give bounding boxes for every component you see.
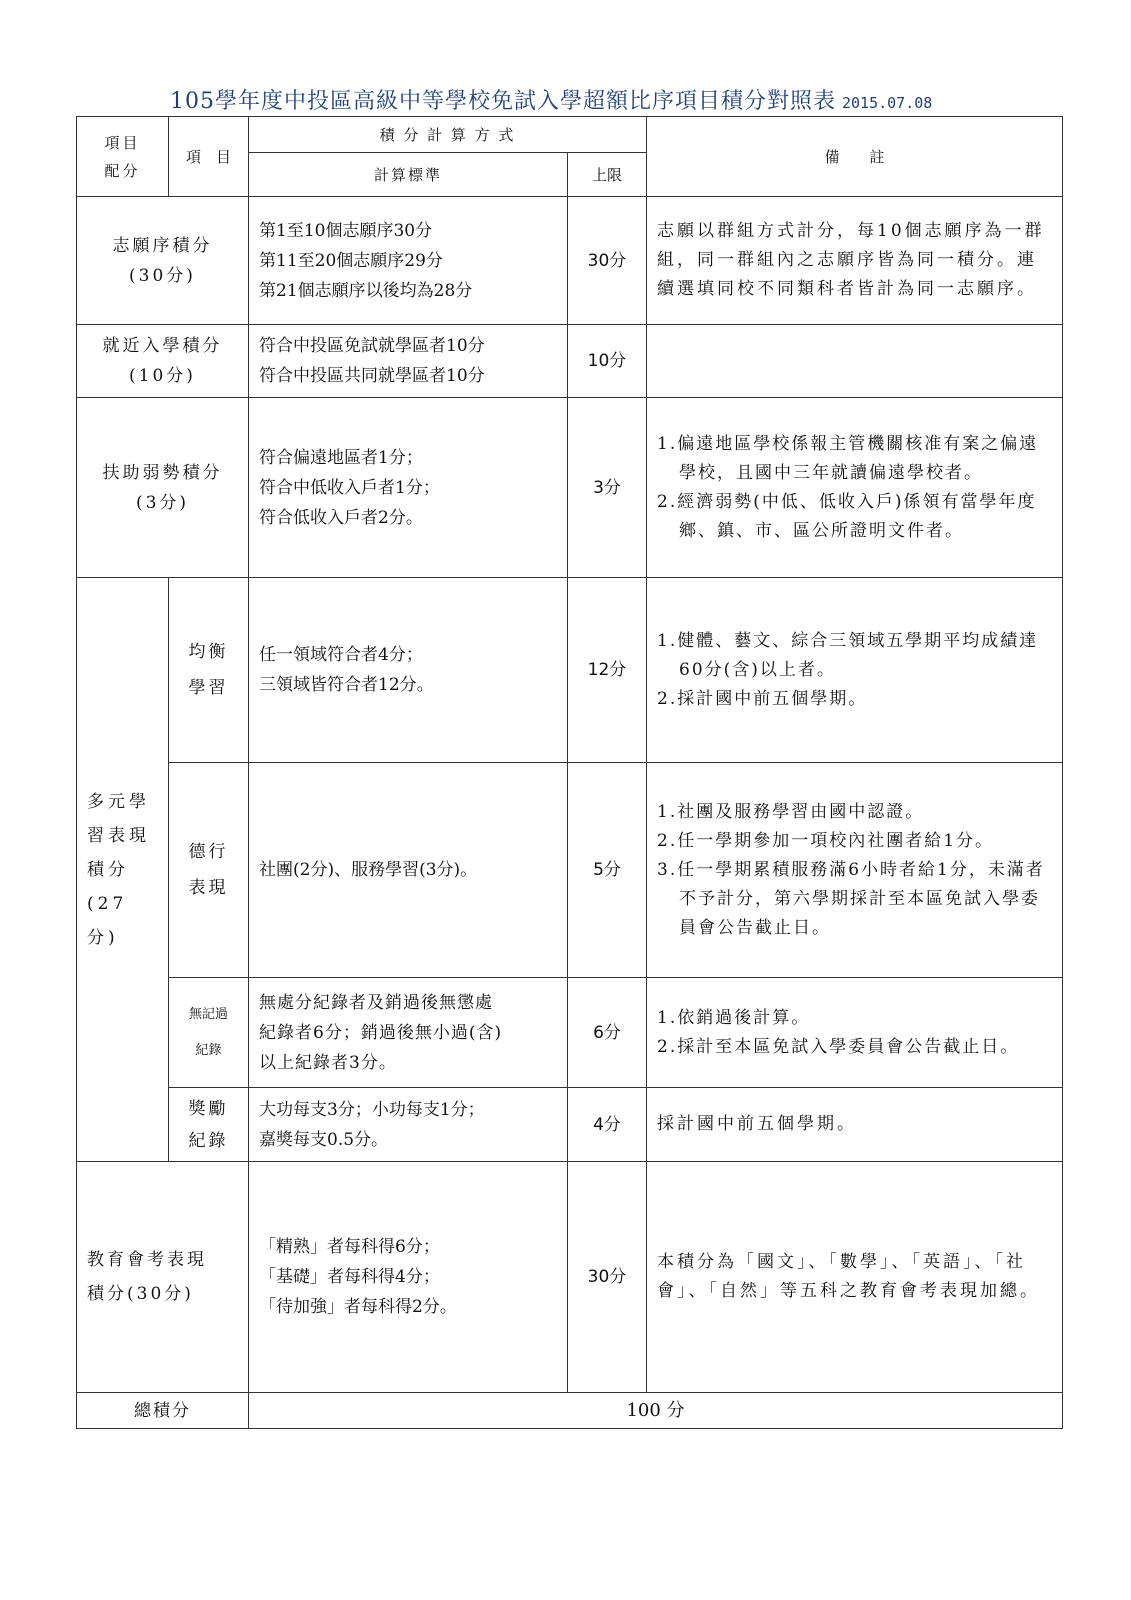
award-standard — [249, 1088, 568, 1162]
award-item-line1: 獎勵 — [188, 1098, 229, 1119]
exam-std-3: 「待加強」者每科得2分。 — [259, 1297, 457, 1317]
conduct-notes — [647, 763, 1063, 978]
record-std-1: 無處分紀錄者及銷過後無懲處 — [259, 992, 493, 1013]
assist-label — [77, 398, 249, 578]
header-limit: 上限 — [568, 153, 647, 197]
assist-note-2: 2.經濟弱勢(中低、低收入戶)係領有當學年度鄉、鎮、市、區公所證明文件者。 — [657, 491, 1037, 541]
exam-label — [77, 1162, 249, 1393]
conduct-std-1: 社團(2分)、服務學習(3分)。 — [259, 860, 478, 880]
exam-note: 本積分為「國文」、「數學」、「英語」、「社會」、「自然」等五科之教育會考表現加總。 — [647, 1162, 1063, 1393]
multi-label-line1: 多元學 — [87, 791, 150, 812]
nearby-label-line1: 就近入學積分 — [102, 336, 223, 356]
conduct-note-1: 1.社團及服務學習由國中認證。 — [657, 801, 925, 822]
award-note: 採計國中前五個學期。 — [647, 1088, 1063, 1162]
assist-std-2: 符合中低收入戶者1分； — [259, 477, 440, 498]
header-item: 項 目 — [169, 117, 249, 197]
balance-std-2: 三領域皆符合者12分。 — [259, 675, 434, 695]
balance-limit: 12分 — [568, 578, 647, 763]
wish-label — [77, 197, 249, 325]
assist-note-1: 1.偏遠地區學校係報主管機關核准有案之偏遠學校，且國中三年就讀偏遠學校者。 — [657, 433, 1039, 483]
assist-std-3: 符合低收入戶者2分。 — [259, 507, 423, 528]
exam-label-line2: 積分(30分) — [87, 1284, 194, 1304]
multi-label-line2: 習表現 — [87, 825, 150, 846]
record-limit: 6分 — [568, 978, 647, 1088]
record-note-2: 2.採計至本區免試入學委員會公告截止日。 — [657, 1036, 1020, 1057]
nearby-std-1: 符合中投區免試就學區者10分 — [259, 336, 485, 356]
multi-label-line4: (27分) — [87, 893, 128, 948]
nearby-label-line2: (10分) — [129, 366, 196, 386]
balance-std-1: 任一領域符合者4分； — [259, 645, 423, 665]
award-std-2: 嘉獎每支0.5分。 — [259, 1129, 389, 1150]
wish-std-2: 第11至20個志願序29分 — [259, 250, 443, 271]
conduct-limit: 5分 — [568, 763, 647, 978]
record-notes — [647, 978, 1063, 1088]
document-title — [170, 84, 1070, 114]
nearby-standard — [249, 325, 568, 398]
title-text: 105學年度中投區高級中等學校免試入學超額比序項目積分對照表 — [170, 89, 836, 114]
award-item — [169, 1088, 249, 1162]
assist-notes — [647, 398, 1063, 578]
nearby-std-2: 符合中投區共同就學區者10分 — [259, 366, 485, 386]
record-item-line2: 紀錄 — [195, 1042, 222, 1058]
balance-item — [169, 578, 249, 763]
assist-std-1: 符合偏遠地區者1分； — [259, 447, 423, 468]
wish-label-line1: 志願序積分 — [112, 235, 213, 256]
record-item — [169, 978, 249, 1088]
nearby-limit: 10分 — [568, 325, 647, 398]
assist-standard — [249, 398, 568, 578]
award-std-1: 大功每支3分；小功每支1分； — [259, 1099, 485, 1120]
wish-label-line2: (30分) — [129, 265, 196, 286]
exam-std-1: 「精熟」者每科得6分； — [259, 1237, 440, 1257]
nearby-note — [647, 325, 1063, 398]
award-limit: 4分 — [568, 1088, 647, 1162]
title-date: 2015.07.08 — [842, 94, 933, 112]
exam-std-2: 「基礎」者每科得4分； — [259, 1267, 440, 1287]
balance-notes — [647, 578, 1063, 763]
exam-label-line1: 教育會考表現 — [87, 1250, 207, 1270]
conduct-item — [169, 763, 249, 978]
wish-note: 志願以群組方式計分，每10個志願序為一群組，同一群組內之志願序皆為同一積分。連續選填同校不同類科者皆計為同一志願序。 — [647, 197, 1063, 325]
balance-note-1: 1.健體、藝文、綜合三領域五學期平均成績達60分(含)以上者。 — [657, 630, 1039, 680]
conduct-item-line1: 德行 — [188, 842, 229, 862]
exam-limit: 30分 — [568, 1162, 647, 1393]
header-calc-method: 積 分 計 算 方 式 — [249, 117, 647, 153]
record-standard — [249, 978, 568, 1088]
header-remarks: 備 註 — [647, 117, 1063, 197]
record-std-2: 紀錄者6分；銷過後無小過(含) — [259, 1022, 503, 1043]
total-label: 總積分 — [77, 1393, 249, 1429]
conduct-note-3: 3.任一學期累積服務滿6小時者給1分，未滿者不予計分，第六學期採計至本區免試入學委員會公告截止日。 — [657, 859, 1045, 938]
multi-label-line3: 積分 — [87, 859, 129, 880]
balance-item-line2: 學習 — [188, 678, 229, 698]
assist-label-line2: (3分) — [135, 492, 190, 513]
wish-standard — [249, 197, 568, 325]
award-item-line2: 紀錄 — [188, 1130, 229, 1151]
conduct-note-2: 2.任一學期參加一項校內社團者給1分。 — [657, 830, 995, 851]
conduct-item-line2: 表現 — [188, 878, 229, 898]
score-table — [76, 116, 1063, 1429]
record-note-1: 1.依銷過後計算。 — [657, 1007, 811, 1028]
header-item-alloc-line2: 配分 — [104, 161, 141, 180]
balance-item-line1: 均衡 — [188, 642, 229, 662]
wish-std-1: 第1至10個志願序30分 — [259, 220, 433, 241]
header-standard: 計算標準 — [249, 153, 568, 197]
header-item-alloc — [77, 117, 169, 197]
wish-std-3: 第21個志願序以後均為28分 — [259, 280, 473, 301]
total-value: 100 分 — [249, 1393, 1063, 1429]
assist-label-line1: 扶助弱勢積分 — [102, 462, 223, 483]
assist-limit: 3分 — [568, 398, 647, 578]
record-item-line1: 無記過 — [188, 1006, 228, 1022]
nearby-label — [77, 325, 249, 398]
wish-limit: 30分 — [568, 197, 647, 325]
header-item-alloc-line1: 項目 — [104, 133, 141, 152]
multi-label — [77, 578, 169, 1162]
balance-note-2: 2.採計國中前五個學期。 — [657, 688, 868, 709]
record-std-3: 以上紀錄者3分。 — [259, 1052, 397, 1073]
balance-standard — [249, 578, 568, 763]
conduct-standard — [249, 763, 568, 978]
exam-standard — [249, 1162, 568, 1393]
